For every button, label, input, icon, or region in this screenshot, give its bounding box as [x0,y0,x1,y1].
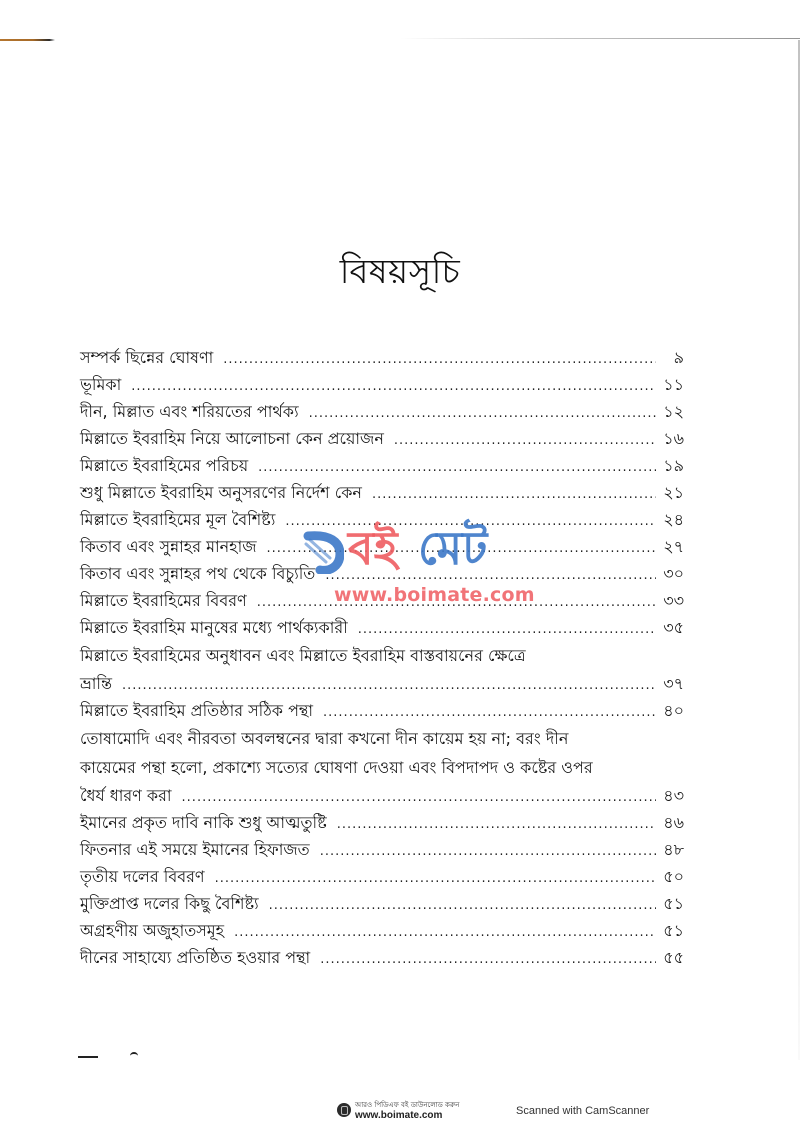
toc-entry[interactable] [80,506,684,533]
toc-line [80,425,684,452]
page-top-edge [0,38,800,41]
toc-line [80,560,684,587]
page-number: ১৬ [663,429,684,448]
toc-entry[interactable] [80,724,684,809]
toc-entry[interactable] [80,697,684,724]
toc-entry[interactable] [80,917,684,944]
page-number: ৫৫ [663,948,684,967]
dot-leader [267,535,656,562]
toc-line [80,587,684,614]
toc-line [80,344,684,371]
page-number: ২৭ [663,537,684,556]
toc-entry[interactable] [80,614,684,641]
toc-entry-text: ভ্রান্তি [80,674,113,693]
toc-entry-text: মিল্লাতে ইবরাহিমের পরিচয় [80,456,249,475]
page-number: ৫০ [663,867,684,886]
toc-line [80,917,684,944]
toc-entry-text: কিতাব এবং সুন্নাহর পথ থেকে বিচ্যুতি [80,564,316,583]
toc-line [80,836,684,863]
toc-entry-text: ভূমিকা [80,375,122,394]
watermark-logo-blue: মেট [418,521,488,575]
dot-leader [394,427,656,454]
toc-line [80,614,684,641]
toc-entry-text: অগ্রহণীয় অজুহাতসমূহ [80,921,225,940]
page-number: ১২ [663,402,684,421]
dot-leader [258,454,656,481]
toc-entry[interactable] [80,560,684,587]
toc-entry[interactable] [80,809,684,836]
toc-entry[interactable] [80,479,684,506]
toc-entry-text: মিল্লাতে ইবরাহিম প্রতিষ্ঠার সঠিক পন্থা [80,701,314,720]
dot-leader [323,699,656,726]
dot-leader [269,892,656,919]
toc-line [80,398,684,425]
page-number: ৪৩ [663,786,684,805]
toc-entry[interactable] [80,452,684,479]
toc-line [80,890,684,917]
toc-entry[interactable] [80,344,684,371]
toc-title: বিষয়সূচি [339,252,461,292]
page-edge-left-strip [0,39,55,41]
page-number: ৪০ [663,701,684,720]
toc-line [80,479,684,506]
toc-entry-text: কিতাব এবং সুন্নাহর মানহাজ [80,537,257,556]
page-number: ২১ [663,483,684,502]
page-edge-right-strip [400,38,800,39]
toc-line [80,670,684,697]
dot-leader [122,672,656,699]
dot-leader [337,811,656,838]
dot-leader [285,508,656,535]
toc-line [80,697,684,724]
toc-entry-text: মিল্লাতে ইবরাহিমের অনুধাবন এবং মিল্লাতে ইবরাহিম বাস্তবায়নের ক্ষেত্রে [80,646,526,665]
dot-leader [215,865,656,892]
toc-entry-text: মিল্লাতে ইবরাহিম নিয়ে আলোচনা কেন প্রয়োজন [80,429,384,448]
toc-entry[interactable] [80,371,684,398]
page-number: ৫১ [663,894,684,913]
toc-entry[interactable] [80,863,684,890]
page-number: ৩৫ [663,618,684,637]
toc-entry[interactable] [80,533,684,560]
toc-entry[interactable] [80,425,684,452]
toc-line [80,533,684,560]
toc-entry[interactable] [80,641,684,697]
boimate-badge-icon [337,1103,351,1117]
page-number: ৪৮ [663,840,684,859]
page-number: ৩৩ [663,591,684,610]
toc-entry[interactable] [80,836,684,863]
toc-entry-text: তৃতীয় দলের বিবরণ [80,867,205,886]
toc-line [80,944,684,971]
toc-entry-text: শুধু মিল্লাতে ইবরাহিম অনুসরণের নির্দেশ কেন [80,483,362,502]
page-number: ৩৭ [663,674,684,693]
dot-leader [223,346,656,373]
toc-entry-text: মিল্লাতে ইবরাহিমের মূল বৈশিষ্ট্য [80,510,276,529]
dot-leader [234,919,656,946]
toc-entry-text: ধৈর্য ধারণ করা [80,786,172,805]
toc-entry-text: তোষামোদি এবং নীরবতা অবলম্বনের দ্বারা কখনো দীন কায়েম হয় না; বরং দীন [80,729,569,748]
footer [0,1100,800,1124]
page-number: ৩০ [663,564,684,583]
dot-leader [320,946,656,973]
toc-entry[interactable] [80,587,684,614]
toc-line [80,782,684,809]
toc-line [80,863,684,890]
promo-url-link[interactable]: www.boimate.com [355,1110,443,1121]
toc-line [80,506,684,533]
toc-entry-text: কায়েমের পন্থা হলো, প্রকাশ্যে সত্যের ঘোষণা দেওয়া এবং বিপদাপদ ও কষ্টের ওপর [80,758,593,777]
toc-entry-text: মিল্লাতে ইবরাহিম মানুষের মধ্যে পার্থক্যকারী [80,618,348,637]
dot-leader [325,562,656,589]
toc-entry[interactable] [80,890,684,917]
toc-line [80,809,684,836]
watermark-logo-red: বই [348,521,398,575]
page-number: ১৯ [663,456,684,475]
page-number: ৯ [673,348,684,367]
dot-leader [257,589,656,616]
toc-entry-text: দীনের সাহায্যে প্রতিষ্ঠিত হওয়ার পন্থা [80,948,311,967]
toc-entry-text: মুক্তিপ্রাপ্ত দলের কিছু বৈশিষ্ট্য [80,894,259,913]
page-number: ৫১ [663,921,684,940]
dot-leader [320,838,656,865]
dot-leader [182,784,656,811]
page-number: ২৪ [663,510,684,529]
dot-leader [372,481,656,508]
toc-entry-text: সম্পর্ক ছিন্নের ঘোষণা [80,348,214,367]
toc-entry[interactable] [80,944,684,971]
cut-off-next-entry [78,1052,168,1060]
toc-entry-text: ফিতনার এই সময়ে ইমানের হিফাজত [80,840,310,859]
dot-leader [309,400,656,427]
page-number: ৪৬ [663,813,684,832]
table-of-contents [80,344,684,971]
dot-leader [358,616,656,643]
toc-entry-text: ইমানের প্রকৃত দাবি নাকি শুধু আত্মতুষ্টি [80,813,327,832]
camscanner-label: Scanned with CamScanner [516,1105,650,1117]
page-number: ১১ [663,375,684,394]
toc-entry[interactable] [80,398,684,425]
dot-leader [131,373,656,400]
watermark-url: www.boimate.com [334,584,535,606]
promo-block[interactable] [355,1101,475,1121]
promo-text: আরও পিডিএফ বই ডাউনলোড করুন [355,1101,460,1109]
toc-line [80,371,684,398]
toc-entry-text: মিল্লাতে ইবরাহিমের বিবরণ [80,591,247,610]
toc-line [80,452,684,479]
toc-entry-text: দীন, মিল্লাত এবং শরিয়তের পার্থক্য [80,402,299,421]
